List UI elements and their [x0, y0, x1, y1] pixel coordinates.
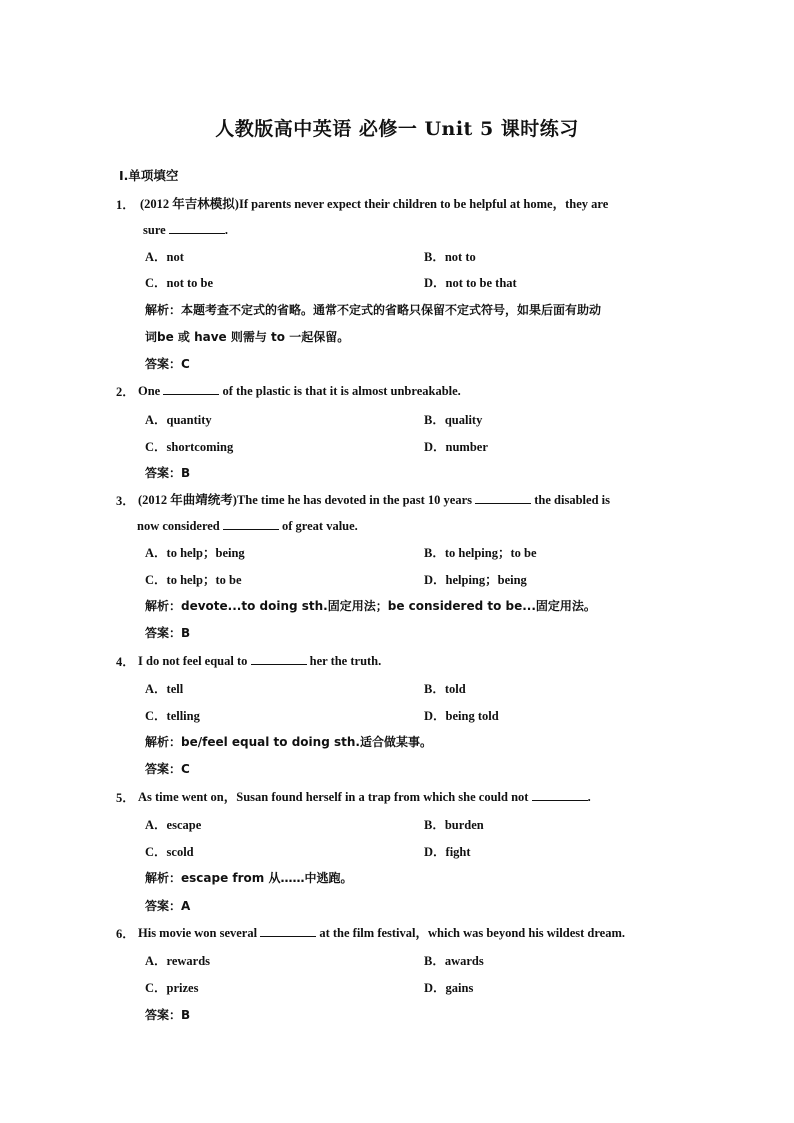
answer-blank [532, 788, 588, 801]
option-b: B．to helping；to be [424, 546, 537, 560]
option-c: C．not to be [145, 276, 214, 290]
stem-text: of great value. [278, 519, 358, 533]
answer: 答案：A [145, 899, 191, 913]
stem-text: As time went on，Susan found herself in a trap from which she could not [138, 790, 532, 804]
option-c: C．to help；to be [145, 573, 242, 587]
option-a: A．to help；being [145, 546, 245, 560]
option-d: D．gains [424, 981, 474, 995]
analysis: 解析：devote...to doing sth.固定用法；be considered to be...固定用法。 [145, 599, 596, 613]
question-number: 3． [116, 494, 135, 508]
option-c: C．prizes [145, 981, 199, 995]
analysis-cont: 词be 或 have 则需与 to 一起保留。 [145, 330, 350, 344]
option-d: D．fight [424, 845, 471, 859]
answer: 答案：B [145, 466, 191, 480]
option-c: C．telling [145, 709, 200, 723]
question-stem-cont [143, 221, 228, 239]
option-d: D．number [424, 440, 488, 454]
stem-text: her the truth. [306, 654, 382, 668]
question-number: 1． [116, 198, 135, 212]
stem-text: the disabled is [531, 493, 610, 507]
option-a: A．not [145, 250, 184, 264]
question-stem [138, 491, 610, 509]
stem-text: (2012 年曲靖统考)The time he has devoted in the past 10 years [138, 493, 476, 507]
answer-blank [169, 221, 225, 234]
option-c: C．shortcoming [145, 440, 234, 454]
answer: 答案：C [145, 357, 190, 371]
answer: 答案：C [145, 762, 190, 776]
question-stem-cont [137, 517, 358, 535]
page-title: 人教版高中英语 必修一 Unit 5 课时练习 [215, 118, 579, 140]
stem-text: sure [143, 223, 169, 237]
option-b: B．burden [424, 818, 484, 832]
answer-blank [475, 491, 531, 504]
question-stem [138, 652, 381, 670]
stem-text: of the plastic is that it is almost unbreakable. [219, 384, 461, 398]
section-heading: Ⅰ.单项填空 [119, 168, 179, 183]
answer-blank [260, 924, 316, 937]
answer-blank [251, 652, 307, 665]
analysis: 解析：escape from 从……中逃跑。 [145, 871, 353, 885]
option-d: D．not to be that [424, 276, 517, 290]
question-number: 2． [116, 385, 135, 399]
question-stem: (2012 年吉林模拟)If parents never expect their children to be helpful at home，they are [140, 197, 609, 211]
stem-text: now considered [137, 519, 223, 533]
question-stem [138, 788, 591, 806]
stem-text: . [224, 223, 228, 237]
option-a: A．tell [145, 682, 184, 696]
answer: 答案：B [145, 1008, 191, 1022]
answer: 答案：B [145, 626, 191, 640]
analysis: 解析：be/feel equal to doing sth.适合做某事。 [145, 735, 432, 749]
option-b: B．awards [424, 954, 484, 968]
option-b: B．not to [424, 250, 476, 264]
stem-text: at the film festival，which was beyond his wildest dream. [316, 926, 626, 940]
option-d: D．being told [424, 709, 499, 723]
option-c: C．scold [145, 845, 194, 859]
stem-text: His movie won several [138, 926, 261, 940]
option-a: A．quantity [145, 413, 212, 427]
option-d: D．helping；being [424, 573, 527, 587]
answer-blank [163, 382, 219, 395]
option-a: A．rewards [145, 954, 211, 968]
question-number: 5． [116, 791, 135, 805]
stem-text: . [587, 790, 591, 804]
question-stem [138, 382, 461, 400]
option-b: B．told [424, 682, 466, 696]
option-b: B．quality [424, 413, 483, 427]
stem-text: I do not feel equal to [138, 654, 251, 668]
answer-blank [223, 517, 279, 530]
question-stem [138, 924, 625, 942]
stem-text: One [138, 384, 164, 398]
analysis: 解析：本题考查不定式的省略。通常不定式的省略只保留不定式符号，如果后面有助动 [145, 303, 602, 317]
option-a: A．escape [145, 818, 202, 832]
question-number: 6． [116, 927, 135, 941]
question-number: 4． [116, 655, 135, 669]
